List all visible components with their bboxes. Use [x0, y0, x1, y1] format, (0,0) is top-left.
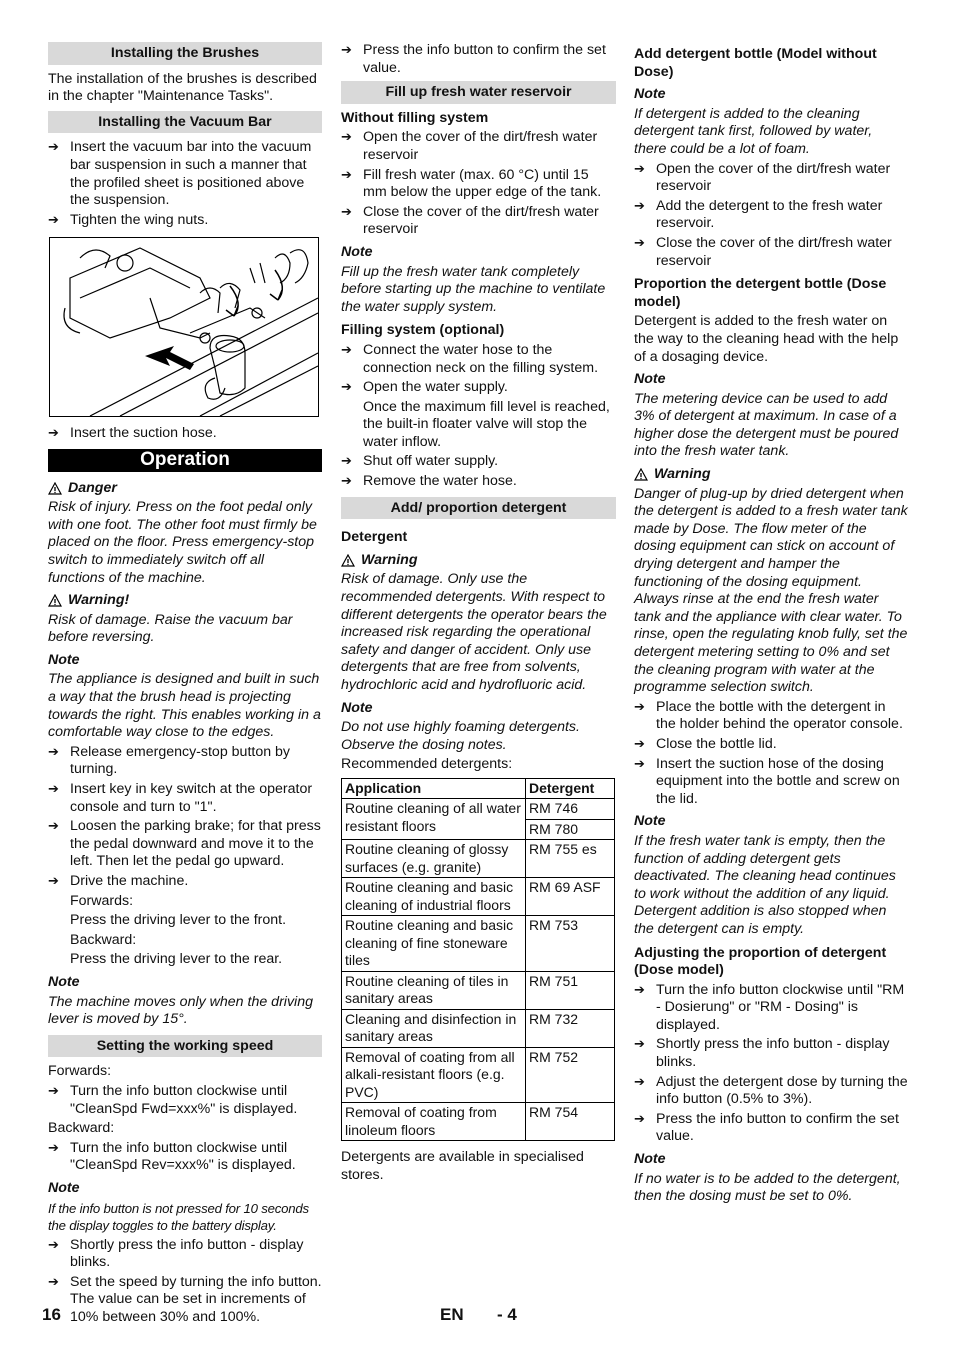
warning-triangle-icon: [48, 482, 62, 495]
vacuum-bar-drawing: [50, 238, 318, 416]
brushes-text: The installation of the brushes is described in the chapter "Maintenance Tasks".: [48, 70, 317, 105]
warning-triangle-icon: [341, 554, 355, 567]
bottle-step-3: ➔ Insert the suction hose of the dosing equipment into the bottle and screw on the lid.: [634, 756, 908, 809]
note-label: Note: [634, 371, 666, 388]
adjust-steps: [634, 982, 908, 1146]
heading-fill-fresh-water: Fill up fresh water reservoir: [341, 81, 616, 104]
subheading-detergent: Detergent: [341, 529, 408, 546]
note-foaming: Do not use highly foaming detergents. Observe the dosing notes.: [341, 719, 580, 753]
table-cell-application: Routine cleaning of all water resistant floors: [342, 799, 526, 840]
note-label: Note: [634, 86, 666, 103]
adjust-step-3: ➔ Adjust the detergent dose by turning the info button (0.5% to 3%).: [634, 1074, 908, 1109]
table-row: [342, 878, 615, 916]
danger-heading: [48, 480, 322, 498]
warning-label: Warning: [654, 466, 711, 483]
add-step-1: ➔ Open the cover of the dirt/fresh water reservoir: [634, 161, 908, 196]
danger-label: Danger: [68, 479, 117, 496]
step-insert-suction-hose: ➔ Insert the suction hose.: [48, 425, 322, 443]
add-step-2: ➔ Add the detergent to the fresh water reservoir.: [634, 198, 908, 233]
table-cell-detergent: RM 751: [526, 971, 615, 1009]
speed-forwards-step: ➔ Turn the info button clockwise until "CleanSpd Fwd=xxx%" is displayed.: [48, 1083, 322, 1118]
speed-backward-step: ➔ Turn the info button clockwise until "CleanSpd Rev=xxx%" is displayed.: [48, 1140, 322, 1175]
table-row: [342, 1009, 615, 1047]
warning-triangle-icon: [48, 594, 62, 607]
without-step-2: ➔ Fill fresh water (max. 60 °C) until 15 mm below the upper edge of the tank.: [341, 167, 616, 202]
subheading-without-filling: Without filling system: [341, 109, 489, 126]
speed-step-2: ➔ Set the speed by turning the info button. The value can be set in increments of 10% between 30% and 100%.: [48, 1274, 322, 1327]
table-cell-detergent: RM 746: [526, 799, 615, 820]
warning-heading: [341, 552, 616, 570]
warning-detergent-text: Risk of damage. Only use the recommended detergents. With respect to different detergents the operator bears the increased risk regarding the operational safety and danger of accident. Only use detergents that are free from solvents, hydrochloric acid and hydrofluoric acid.: [341, 571, 607, 693]
table-row: [342, 916, 615, 972]
warning-plug-up-text: Danger of plug-up by dried detergent when the detergent is added to a fresh water tank made by Dose. The flow meter of the dosing equipment can stick on account of drying detergent and hamper the functioning of the dosing equipment. Always rinse at the end the fresh water tank and the appliance with clear water. To rinse, open the regulating knob fully, set the detergent metering setting to 0% and set the cleaning program with water at the programme selection switch.: [634, 485, 908, 696]
vacuum-steps: [48, 139, 322, 229]
subheading-filling-system: Filling system (optional): [341, 322, 505, 339]
note-fill-tank: Fill up the fresh water tank completely before starting up the machine to ventilate the water supply system.: [341, 263, 606, 315]
note-label: Note: [48, 1179, 80, 1196]
filling-steps-2: [341, 453, 616, 490]
table-header-detergent: Detergent: [526, 778, 615, 799]
note-no-water: If no water is to be added to the detergent, then the dosing must be set to 0%.: [634, 1170, 901, 1205]
filling-step-1: ➔ Connect the water hose to the connection neck on the filling system.: [341, 342, 616, 377]
table-cell-application: Removal of coating from all alkali-resistant floors (e.g. PVC): [342, 1047, 526, 1103]
table-row: [342, 840, 615, 878]
heading-installing-vacuum-bar: Installing the Vacuum Bar: [48, 111, 322, 134]
without-filling-steps: [341, 129, 616, 239]
table-cell-application: Cleaning and disinfection in sanitary areas: [342, 1009, 526, 1047]
warning-heading: [48, 592, 322, 610]
danger-text: Risk of injury. Press on the foot pedal only with one foot. The other foot must firmly be placed on the floor. Press emergency-stop switch to immediately switch off all functions of the machine.: [48, 499, 317, 586]
forwards-text: Press the driving lever to the front.: [70, 912, 287, 929]
table-cell-detergent: RM 69 ASF: [526, 878, 615, 916]
add-step-3: ➔ Close the cover of the dirt/fresh water reservoir: [634, 235, 908, 270]
vacuum-step-2: ➔ Tighten the wing nuts.: [48, 212, 322, 230]
speed-steps: [48, 1237, 322, 1327]
table-cell-detergent: RM 752: [526, 1047, 615, 1103]
warning-heading: [634, 466, 908, 484]
heading-detergent: Add/ proportion detergent: [341, 497, 616, 520]
note-label: Note: [341, 243, 373, 260]
note-label: Note: [341, 699, 373, 716]
vacuum-bar-illustration: [49, 237, 319, 417]
adjust-step-1: ➔ Turn the info button clockwise until "RM - Dosierung" or "RM - Dosing" is displayed.: [634, 982, 908, 1035]
table-cell-detergent: RM 755 es: [526, 840, 615, 878]
column-3: [634, 42, 908, 1208]
note-label: Note: [634, 813, 666, 830]
table-header-application: Application: [342, 778, 526, 799]
note-metering: The metering device can be used to add 3% of detergent at maximum. In case of a higher dose the detergent must be poured into the fresh water tank.: [634, 390, 899, 460]
without-step-3: ➔ Close the cover of the dirt/fresh water reservoir: [341, 204, 616, 239]
recommended-label: Recommended detergents:: [341, 756, 513, 773]
note-driving-lever: The machine moves only when the driving lever is moved by 15°.: [48, 993, 313, 1028]
table-row: [342, 799, 615, 820]
subheading-add-bottle: Add detergent bottle (Model without Dose): [634, 46, 877, 80]
backward-text: Press the driving lever to the rear.: [70, 951, 283, 968]
table-row: [342, 1103, 615, 1141]
filling-step-4: ➔ Remove the water hose.: [341, 473, 616, 491]
note-empty-tank: If the fresh water tank is empty, then the function of adding detergent gets deactivated. The cleaning head continues to work without the addition of any liquid. Detergent addition is also stopped when the detergent can is empty.: [634, 832, 896, 937]
operation-steps: [48, 744, 322, 891]
filling-step-2: ➔ Open the water supply.: [341, 379, 616, 397]
op-step-3: ➔ Loosen the parking brake; for that press the pedal downward and move it to the left. Then let the pedal go upward.: [48, 818, 322, 871]
op-step-4: ➔ Drive the machine.: [48, 873, 322, 891]
table-header-row: [342, 778, 615, 799]
speed-backward-label: Backward:: [48, 1120, 115, 1137]
confirm-step: ➔ Press the info button to confirm the set value.: [341, 42, 616, 77]
warning-text: Risk of damage. Raise the vacuum bar before reversing.: [48, 611, 293, 646]
section-page: - 4: [497, 1305, 517, 1324]
subheading-proportion-bottle: Proportion the detergent bottle (Dose model): [634, 276, 887, 310]
table-cell-detergent: RM 780: [526, 819, 615, 840]
bottle-step-1: ➔ Place the bottle with the detergent in the holder behind the operator console.: [634, 699, 908, 734]
note-label: Note: [634, 1151, 666, 1168]
heading-working-speed: Setting the working speed: [48, 1035, 322, 1058]
op-step-1: ➔ Release emergency-stop button by turning.: [48, 744, 322, 779]
heading-installing-brushes: Installing the Brushes: [48, 42, 322, 65]
filling-floater-text: Once the maximum fill level is reached, the built-in floater valve will stop the water inflow.: [363, 398, 610, 450]
filling-step-3: ➔ Shut off water supply.: [341, 453, 616, 471]
table-cell-application: Routine cleaning and basic cleaning of fine stoneware tiles: [342, 916, 526, 972]
note-info-button: If the info button is not pressed for 10 seconds the display toggles to the battery display.: [48, 1200, 309, 1234]
op-step-2: ➔ Insert key in key switch at the operator console and turn to "1".: [48, 781, 322, 816]
note-label: Note: [48, 973, 80, 990]
bottle-steps: [634, 699, 908, 809]
table-cell-application: Removal of coating from linoleum floors: [342, 1103, 526, 1141]
proportion-text: Detergent is added to the fresh water on the way to the cleaning head with the help of a dosaging device.: [634, 313, 899, 365]
column-2: [341, 42, 616, 1187]
adjust-step-2: ➔ Shortly press the info button - display blinks.: [634, 1036, 908, 1071]
table-cell-detergent: RM 754: [526, 1103, 615, 1141]
warning-label: Warning: [361, 551, 418, 568]
column-1: [48, 42, 322, 1329]
note-label: Note: [48, 651, 80, 668]
add-detergent-steps: [634, 161, 908, 271]
table-cell-application: Routine cleaning of tiles in sanitary areas: [342, 971, 526, 1009]
page-number: 16: [42, 1305, 61, 1324]
without-step-1: ➔ Open the cover of the dirt/fresh water reservoir: [341, 129, 616, 164]
adjust-step-4: ➔ Press the info button to confirm the set value.: [634, 1111, 908, 1146]
heading-operation: Operation: [48, 449, 322, 472]
table-cell-application: Routine cleaning of glossy surfaces (e.g. granite): [342, 840, 526, 878]
subheading-adjust-proportion: Adjusting the proportion of detergent (Dose model): [634, 944, 887, 979]
table-row: [342, 1047, 615, 1103]
detergents-available-text: Detergents are available in specialised stores.: [341, 1149, 584, 1184]
warning-triangle-icon: [634, 468, 648, 481]
bottle-step-2: ➔ Close the bottle lid.: [634, 736, 908, 754]
vacuum-step-1: ➔ Insert the vacuum bar into the vacuum bar suspension in such a manner that the profiled sheet is positioned above the suspension.: [48, 139, 322, 209]
warning-label: Warning!: [68, 592, 130, 609]
speed-step-1: ➔ Shortly press the info button - display blinks.: [48, 1237, 322, 1272]
table-row: [342, 971, 615, 1009]
forwards-label: Forwards:: [70, 892, 134, 909]
detergent-table: [341, 778, 615, 1142]
table-cell-application: Routine cleaning and basic cleaning of industrial floors: [342, 878, 526, 916]
note-foam: If detergent is added to the cleaning detergent tank first, followed by water, there could be a lot of foam.: [634, 105, 873, 157]
table-cell-detergent: RM 732: [526, 1009, 615, 1047]
note-brush-head: The appliance is designed and built in such a way that the brush head is projecting towards the right. This enables working in a comfortable way close to the edges.: [48, 671, 321, 741]
backward-label: Backward:: [70, 931, 137, 948]
table-cell-detergent: RM 753: [526, 916, 615, 972]
speed-forwards-label: Forwards:: [48, 1063, 112, 1080]
filling-steps: [341, 342, 616, 397]
language-code: EN: [440, 1305, 464, 1324]
